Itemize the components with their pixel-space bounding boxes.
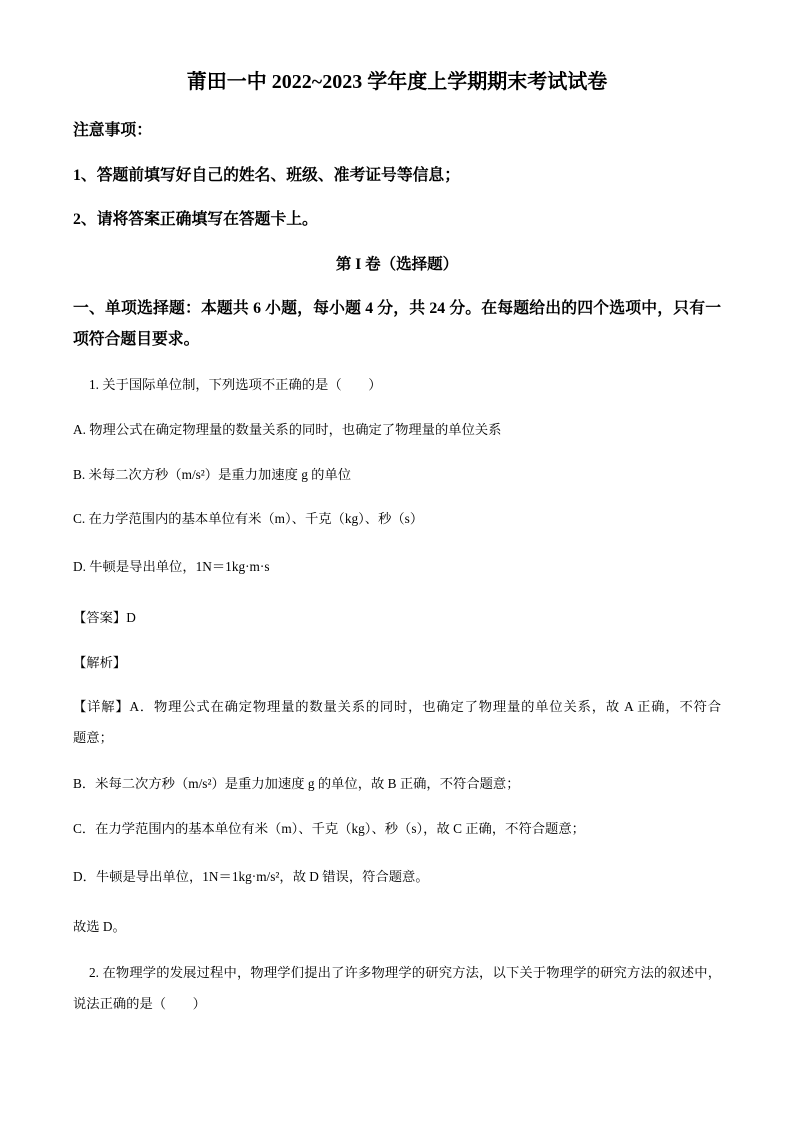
detail-a-line-2: 题意； (73, 730, 113, 745)
question-1-option-d: D. 牛顿是导出单位，1N＝1kg·m·s (73, 559, 270, 574)
part-one-instructions (73, 293, 721, 355)
question-2-stem-line-2: 说法正确的是（ ） (73, 996, 206, 1011)
analysis-label: 【解析】 (73, 655, 127, 670)
notice-heading: 注意事项： (73, 122, 152, 139)
question-2-stem (73, 957, 721, 1019)
question-1-answer (73, 602, 721, 633)
question-2-stem-line-1: 2. 在物理学的发展过程中，物理学们提出了许多物理学的研究方法，以下关于物理学的研究方法的叙述中， (89, 965, 721, 980)
detail-a-line-1 (73, 691, 721, 722)
answer-value: D (126, 610, 136, 625)
notice-item-1: 1、答题前填写好自己的姓名、班级、准考证号等信息； (73, 167, 461, 184)
answer-label: 【答案】 (73, 610, 127, 625)
detail-label: 【详解】 (73, 699, 130, 714)
detail-a (73, 691, 721, 753)
notice-item-2: 2、请将答案正确填写在答题卡上。 (73, 211, 318, 228)
detail-d: D．牛顿是导出单位，1N＝1kg·m/s²，故 D 错误，符合题意。 (73, 869, 429, 884)
question-1-conclusion: 故选 D。 (73, 919, 126, 934)
question-1-option-c: C. 在力学范围内的基本单位有米（m）、千克（kg）、秒（s） (73, 511, 424, 526)
exam-title: 莆田一中 2022~2023 学年度上学期期末考试试卷 (186, 71, 608, 93)
question-1-option-a: A. 物理公式在确定物理量的数量关系的同时，也确定了物理量的单位关系 (73, 422, 502, 437)
question-1-option-b: B. 米每二次方秒（m/s²）是重力加速度 g 的单位 (73, 467, 352, 482)
detail-c: C．在力学范围内的基本单位有米（m）、千克（kg）、秒（s），故 C 正确，不符合题意； (73, 821, 585, 836)
question-1-stem-line: 1. 关于国际单位制，下列选项不正确的是（ ） (89, 377, 382, 392)
section-title: 第 I 卷（选择题） (335, 256, 459, 273)
question-1-stem (73, 369, 721, 400)
detail-a-text: A．物理公式在确定物理量的数量关系的同时，也确定了物理量的单位关系，故 A 正确，不符合 (129, 699, 722, 714)
part-one-line-1: 一、单项选择题：本题共 6 小题，每小题 4 分，共 24 分。在每题给出的四个选项中，只有一 (73, 300, 721, 317)
part-one-line-2: 项符合题目要求。 (73, 331, 200, 348)
detail-b: B．米每二次方秒（m/s²）是重力加速度 g 的单位，故 B 正确，不符合题意； (73, 776, 520, 791)
